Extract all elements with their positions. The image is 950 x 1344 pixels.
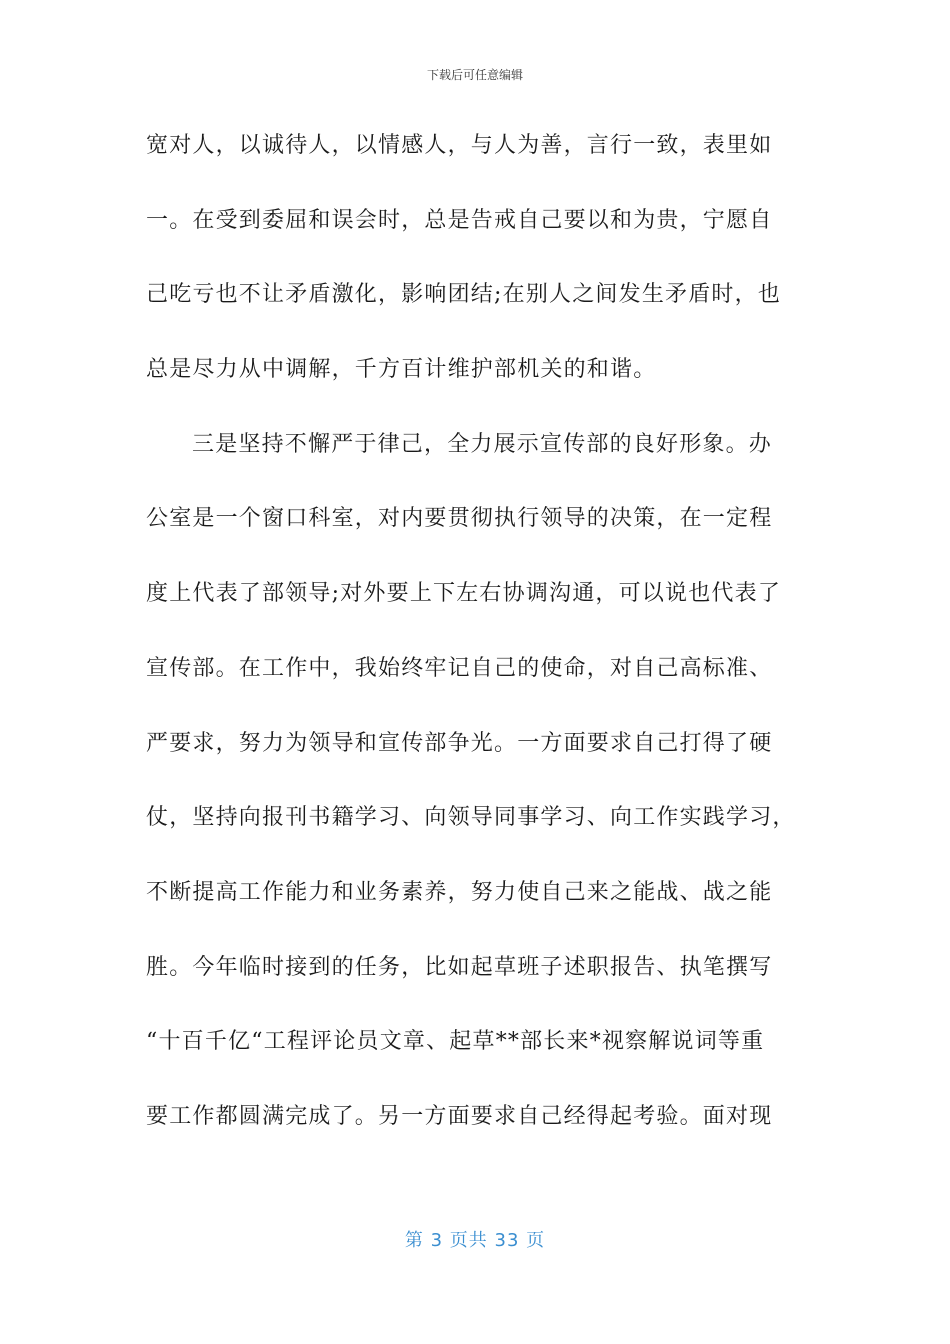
document-body bbox=[146, 127, 806, 1173]
text-line: 公室是一个窗口科室，对内要贯彻执行领导的决策，在一定程 bbox=[146, 506, 773, 532]
text-line: 度上代表了部领导;对外要上下左右协调沟通，可以说也代表了 bbox=[146, 581, 782, 607]
text-line: 己吃亏也不让矛盾激化，影响团结;在别人之间发生矛盾时，也 bbox=[146, 282, 782, 308]
text-line: 不断提高工作能力和业务素养，努力使自己来之能战、战之能 bbox=[146, 879, 773, 905]
text-line: 宣传部。在工作中，我始终牢记自己的使命，对自己高标准、 bbox=[146, 655, 773, 681]
text-line: “十百千亿“工程评论员文章、起草**部长来*视察解说词等重 bbox=[146, 1029, 765, 1055]
text-line: 仗，坚持向报刊书籍学习、向领导同事学习、向工作实践学习， bbox=[146, 805, 796, 831]
text-line: 胜。今年临时接到的任务，比如起草班子述职报告、执笔撰写 bbox=[146, 954, 773, 980]
text-line: 一。在受到委屈和误会时，总是告戒自己要以和为贵，宁愿自 bbox=[146, 207, 773, 233]
text-line: 要工作都圆满完成了。另一方面要求自己经得起考验。面对现 bbox=[146, 1103, 773, 1129]
page-header: 下载后可任意编辑 bbox=[426, 68, 523, 82]
text-line: 宽对人，以诚待人，以情感人，与人为善，言行一致，表里如 bbox=[146, 133, 773, 158]
page-number-footer: 第 3 页共 33 页 bbox=[404, 1230, 546, 1251]
text-line: 总是尽力从中调解，千方百计维护部机关的和谐。 bbox=[146, 357, 657, 383]
text-line-paragraph-start: 三是坚持不懈严于律己，全力展示宣传部的良好形象。办 bbox=[192, 431, 773, 457]
text-line: 严要求，努力为领导和宣传部争光。一方面要求自己打得了硬 bbox=[146, 730, 773, 756]
